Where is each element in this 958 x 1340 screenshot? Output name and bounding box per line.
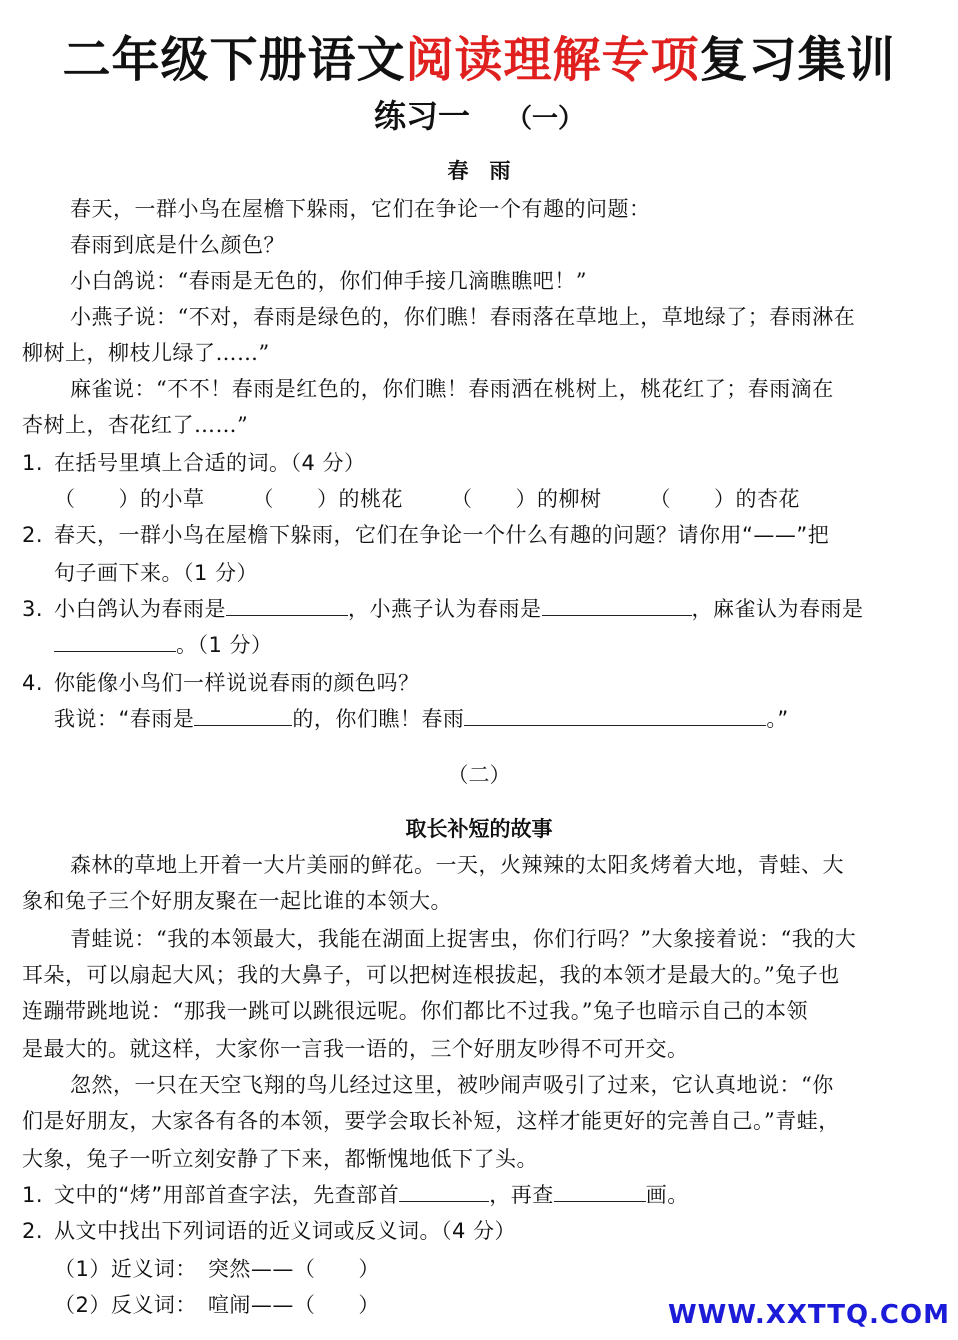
question-number: 1. <box>22 451 44 475</box>
passage1-line: 小白鸽说：“春雨是无色的，你们伸手接几滴瞧瞧吧！” <box>70 269 587 293</box>
title-part3: 复习集训 <box>699 32 896 88</box>
answer-blank[interactable] <box>399 1181 489 1202</box>
passage2-line: 耳朵，可以扇起大风；我的大鼻子，可以把树连根拔起，我的本领才是最大的。”兔子也 <box>22 963 840 987</box>
question-text: 在括号里填上合适的词。（4 分） <box>54 451 366 475</box>
section2-label: （二） <box>447 763 511 787</box>
question-text: 你能像小鸟们一样说说春雨的颜色吗？ <box>54 671 420 695</box>
title-part2-highlight: 阅读理解专项 <box>405 32 700 88</box>
question2-2-sub2[interactable]: （2）反义词： 喧闹——（ ） <box>54 1293 380 1317</box>
page-title <box>0 28 958 92</box>
passage1-line: 春雨到底是什么颜色？ <box>70 233 285 257</box>
passage2-line: 大象，兔子一听立刻安静了下来，都惭愧地低下了头。 <box>22 1147 538 1171</box>
question-text: 从文中找出下列词语的近义词或反义词。（4 分） <box>54 1219 517 1243</box>
fill-option[interactable]: （ ）的杏花 <box>649 487 800 511</box>
question1-3 <box>22 594 938 624</box>
question1-4 <box>22 668 938 698</box>
passage1-line: 小燕子说：“不对，春雨是绿色的，你们瞧！春雨落在草地上，草地绿了；春雨淋在 <box>70 305 856 329</box>
question1-3-line2 <box>54 630 958 660</box>
question1-1 <box>22 448 938 478</box>
passage1-line: 柳树上，柳枝儿绿了……” <box>22 341 270 365</box>
question-text: ，小燕子认为春雨是 <box>348 597 542 621</box>
question-text: ，麻雀认为春雨是 <box>691 597 864 621</box>
passage2-line: 是最大的。就这样，大家你一言我一语的，三个好朋友吵得不可开交。 <box>22 1037 689 1061</box>
answer-blank[interactable] <box>542 595 692 616</box>
question-number: 4. <box>22 671 44 695</box>
question-number: 3. <box>22 597 44 621</box>
fill-option[interactable]: （ ）的小草 <box>54 487 205 511</box>
passage1-line: 春天，一群小鸟在屋檐下躲雨，它们在争论一个有趣的问题： <box>70 197 651 221</box>
question1-1-options <box>54 484 958 514</box>
passage2-line: 连蹦带跳地说：“那我一跳可以跳很远呢。你们都比不过我。”兔子也暗示自己的本领 <box>22 999 808 1023</box>
exercise-subtitle <box>0 94 958 141</box>
passage2-line: 象和兔子三个好朋友聚在一起比谁的本领大。 <box>22 889 452 913</box>
fill-option[interactable]: （ ）的桃花 <box>252 487 403 511</box>
question-text: 。（1 分） <box>176 633 273 657</box>
question-text: 的，你们瞧！春雨 <box>292 707 465 731</box>
answer-blank[interactable] <box>464 705 766 726</box>
question-number: 2. <box>22 1219 44 1243</box>
question-text: 。” <box>766 707 789 731</box>
passage2-line: 青蛙说：“我的本领最大，我能在湖面上捉害虫，你们行吗？”大象接着说：“我的大 <box>70 927 857 951</box>
question1-2-line2: 句子画下来。（1 分） <box>54 561 259 585</box>
passage2-title: 取长补短的故事 <box>405 817 553 841</box>
question-text: ，再查 <box>489 1183 554 1207</box>
answer-blank[interactable] <box>54 631 176 652</box>
question-text: 文中的“烤”用部首查字法，先查部首 <box>54 1183 400 1207</box>
question-text: 春天，一群小鸟在屋檐下躲雨，它们在争论一个什么有趣的问题？请你用“——”把 <box>54 523 830 547</box>
passage2-line: 森林的草地上开着一大片美丽的鲜花。一天，火辣辣的太阳炙烤着大地，青蛙、大 <box>70 853 844 877</box>
question-text: 我说：“春雨是 <box>54 707 195 731</box>
section1-label: （一） <box>506 104 585 134</box>
question1-2 <box>22 520 938 550</box>
question-number: 2. <box>22 523 44 547</box>
exercise-label: 练习一 <box>373 97 470 135</box>
question2-2-sub1[interactable]: （1）近义词： 突然——（ ） <box>54 1257 380 1281</box>
answer-blank[interactable] <box>226 595 348 616</box>
passage1-line: 麻雀说：“不不！春雨是红色的，你们瞧！春雨洒在桃树上，桃花红了；春雨滴在 <box>70 377 834 401</box>
passage1-title: 春 雨 <box>447 158 511 183</box>
fill-option[interactable]: （ ）的柳树 <box>451 487 602 511</box>
passage2-line: 忽然，一只在天空飞翔的鸟儿经过这里，被吵闹声吸引了过来，它认真地说：“你 <box>70 1073 834 1097</box>
watermark: WWW.XXTTQ.COM <box>668 1300 950 1330</box>
answer-blank[interactable] <box>194 705 292 726</box>
question2-2 <box>22 1216 938 1246</box>
question-text: 小白鸽认为春雨是 <box>54 597 226 621</box>
question1-4-answer <box>54 704 958 734</box>
question-number: 1. <box>22 1183 44 1207</box>
answer-blank[interactable] <box>554 1181 646 1202</box>
question-text: 画。 <box>645 1183 689 1207</box>
title-part1: 二年级下册语文 <box>62 32 406 88</box>
passage1-line: 杏树上，杏花红了……” <box>22 413 249 437</box>
passage2-line: 们是好朋友，大家各有各的本领，要学会取长补短，这样才能更好的完善自己。”青蛙， <box>22 1109 840 1133</box>
question2-1 <box>22 1180 938 1210</box>
